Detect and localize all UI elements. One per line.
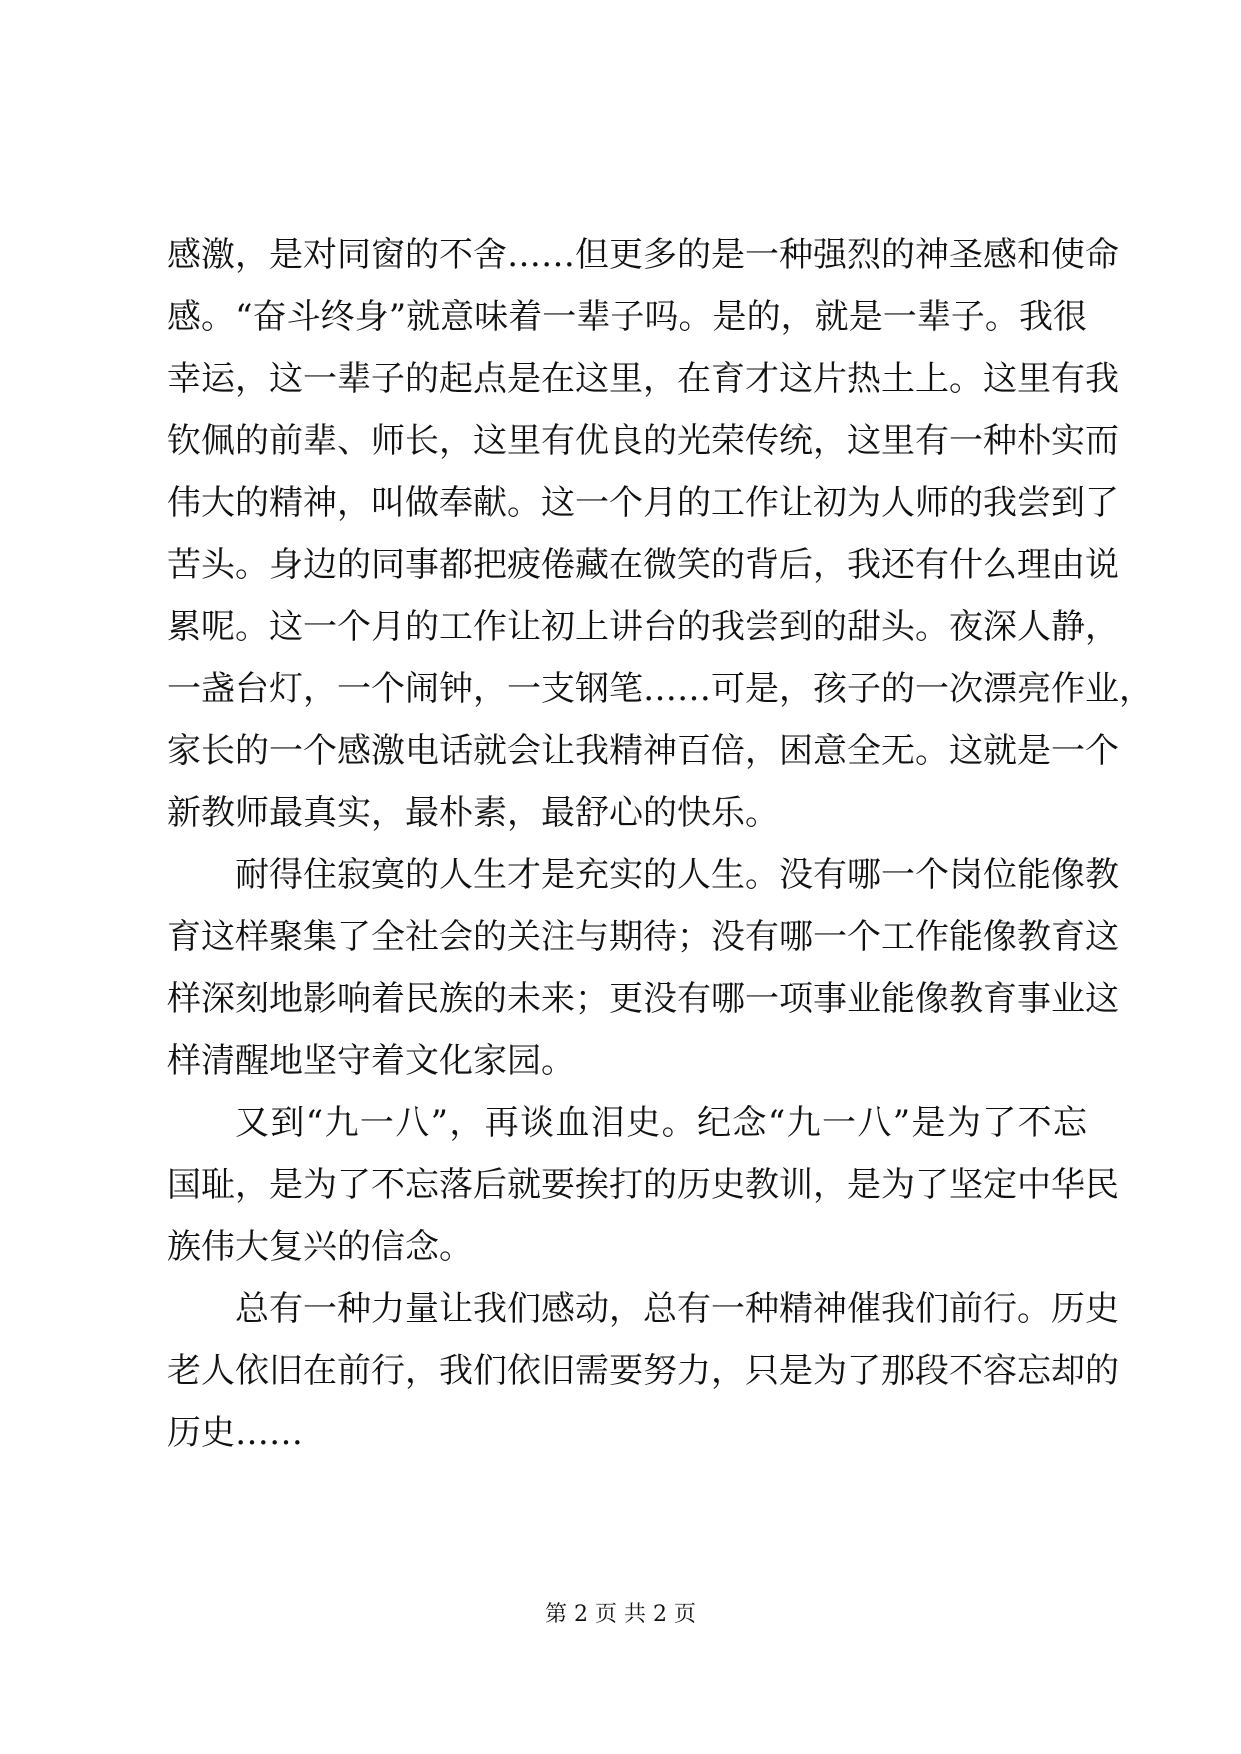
- text-line: 幸运，这一辈子的起点是在这里，在育才这片热土上。这里有我: [167, 359, 1119, 399]
- text-line: 国耻，是为了不忘落后就要挨打的历史教训，是为了坚定中华民: [167, 1165, 1119, 1205]
- text-line: 又到“九一八”，再谈血泪史。纪念“九一八”是为了不忘: [235, 1103, 1087, 1143]
- text-line: 历史……: [167, 1413, 303, 1453]
- text-line: 族伟大复兴的信念。: [167, 1227, 473, 1267]
- text-line: 总有一种力量让我们感动，总有一种精神催我们前行。历史: [235, 1289, 1119, 1329]
- text-line: 耐得住寂寞的人生才是充实的人生。没有哪一个岗位能像教: [235, 855, 1119, 895]
- text-line: 新教师最真实，最朴素，最舒心的快乐。: [167, 793, 779, 833]
- text-line: 样深刻地影响着民族的未来；更没有哪一项事业能像教育事业这: [167, 979, 1119, 1019]
- text-line: 一盏台灯，一个闹钟，一支钢笔……可是，孩子的一次漂亮作业，: [167, 669, 1153, 709]
- text-line: 感激，是对同窗的不舍……但更多的是一种强烈的神圣感和使命: [167, 235, 1119, 275]
- text-line: 育这样聚集了全社会的关注与期待；没有哪一个工作能像教育这: [167, 917, 1119, 957]
- document-body: [167, 224, 1153, 1464]
- text-line: 感。“奋斗终身”就意味着一辈子吗。是的，就是一辈子。我很: [167, 297, 1087, 337]
- text-line: 苦头。身边的同事都把疲倦藏在微笑的背后，我还有什么理由说: [167, 545, 1119, 585]
- text-line: 累呢。这一个月的工作让初上讲台的我尝到的甜头。夜深人静，: [167, 607, 1119, 647]
- text-line: 样清醒地坚守着文化家园。: [167, 1041, 575, 1081]
- text-line: 老人依旧在前行，我们依旧需要努力，只是为了那段不容忘却的: [167, 1351, 1119, 1391]
- text-line: 伟大的精神，叫做奉献。这一个月的工作让初为人师的我尝到了: [167, 483, 1119, 523]
- text-line: 钦佩的前辈、师长，这里有优良的光荣传统，这里有一种朴实而: [167, 421, 1119, 461]
- text-line: 家长的一个感激电话就会让我精神百倍，困意全无。这就是一个: [167, 731, 1119, 771]
- page-number-footer: 第 2 页 共 2 页: [545, 1602, 696, 1627]
